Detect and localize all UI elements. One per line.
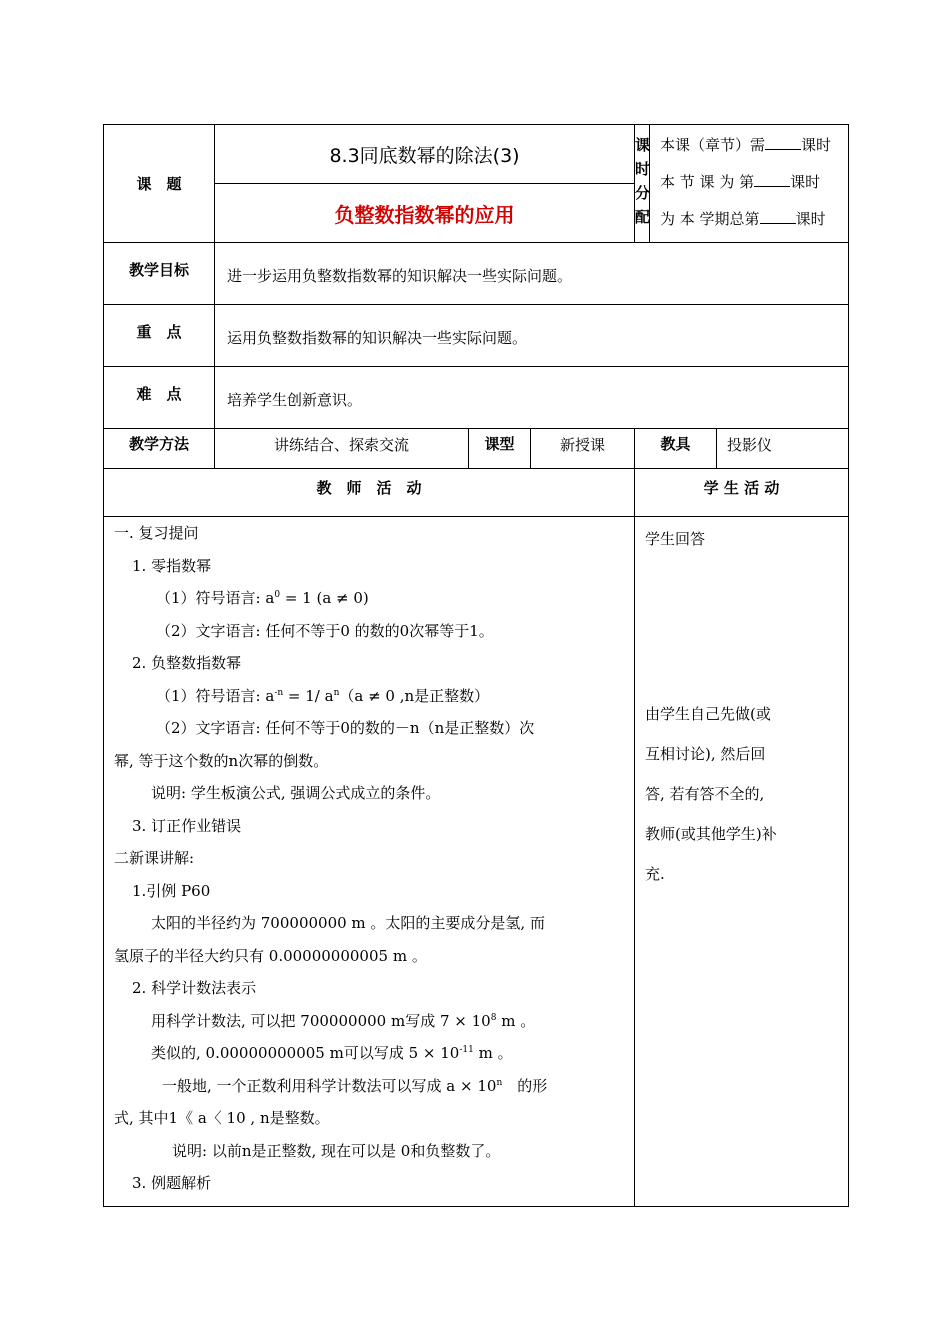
teacher-line: 3. 订正作业错误 xyxy=(132,816,242,835)
difficulty-label: 难 点 xyxy=(104,367,215,429)
student-line: 学生回答 xyxy=(645,530,706,548)
teacher-line: 2. 负整数指数幂 xyxy=(132,654,242,672)
keshi-blank-2[interactable] xyxy=(754,172,790,187)
keshi-blank-1[interactable] xyxy=(765,135,801,150)
lesson-subtitle: 负整数指数幂的应用 xyxy=(334,202,515,227)
method-row xyxy=(104,429,849,469)
teacher-line: 类似的, 0.00000000005 m可以写成 $5 \times 10^{-11}$ m 。 xyxy=(151,1044,513,1062)
teacher-line: 1. 零指数幂 xyxy=(132,556,212,575)
title-cell xyxy=(215,125,635,243)
teaching-aid-value: 投影仪 xyxy=(717,429,849,469)
topic-label: 课 题 xyxy=(104,125,215,243)
student-line: 互相讨论), 然后回 xyxy=(645,745,766,763)
teacher-line: 1.引例 P60 xyxy=(132,881,211,900)
teacher-line: 2. 科学计数法表示 xyxy=(132,979,257,997)
keshi-label: 课 时 分 配 xyxy=(635,125,650,243)
lesson-type-label: 课型 xyxy=(469,429,531,469)
teacher-line: 一. 复习提问 xyxy=(114,524,199,542)
teacher-line: 二新课讲解: xyxy=(114,849,195,867)
key-point-label: 重 点 xyxy=(104,305,215,367)
key-point-row xyxy=(104,305,849,367)
method-label: 教学方法 xyxy=(104,429,215,469)
difficulty-text: 培养学生创新意识。 xyxy=(215,367,849,429)
teacher-line: 式, 其中1《 a〈 10 , n是整数。 xyxy=(114,1109,330,1127)
student-line: 教师(或其他学生)补 xyxy=(645,825,777,843)
teacher-line: 3. 例题解析 xyxy=(132,1174,212,1192)
lesson-plan-table xyxy=(103,124,849,1207)
teacher-line: 氢原子的半径大约只有 0.00000000005 m 。 xyxy=(114,946,427,965)
teacher-line: 说明: 以前n是正整数, 现在可以是 0和负整数了。 xyxy=(172,1141,501,1160)
teacher-line: 太阳的半径约为 700000000 m 。太阳的主要成分是氢, 而 xyxy=(151,914,545,932)
keshi-allocation: 本课（章节）需 课时 本 节 课 为 第 课时 为 本 学期总第 课时 xyxy=(650,125,849,243)
student-line: 由学生自己先做(或 xyxy=(645,705,771,723)
student-line: 充. xyxy=(645,865,665,883)
keshi-blank-3[interactable] xyxy=(760,209,796,224)
activity-header-row xyxy=(104,469,849,517)
key-point-text: 运用负整数指数幂的知识解决一些实际问题。 xyxy=(215,305,849,367)
teacher-activity-header: 教 师 活 动 xyxy=(104,469,635,517)
student-activity-header: 学 生 活 动 xyxy=(635,469,849,517)
lesson-title: 8.3同底数幂的除法(3) xyxy=(215,125,634,184)
difficulty-row xyxy=(104,367,849,429)
teacher-line: （1）符号语言: $a^0 = 1$ (a ≠ 0) xyxy=(156,589,369,607)
goal-row xyxy=(104,243,849,305)
teacher-line: 用科学计数法, 可以把 700000000 m写成 $7 \times 10^8$ m 。 xyxy=(151,1011,536,1030)
teaching-aid-label: 教具 xyxy=(635,429,717,469)
goal-text: 进一步运用负整数指数幂的知识解决一些实际问题。 xyxy=(215,243,849,305)
teacher-line: （2）文字语言: 任何不等于0的数的－n（n是正整数）次 xyxy=(156,719,535,737)
student-line: 答, 若有答不全的, xyxy=(645,785,765,803)
lesson-type-value: 新授课 xyxy=(531,429,635,469)
teacher-activity xyxy=(104,517,635,1207)
method-value: 讲练结合、探索交流 xyxy=(215,429,469,469)
teacher-line: 幂, 等于这个数的n次幂的倒数。 xyxy=(114,751,329,770)
header-row xyxy=(104,125,849,243)
teacher-line: （1）符号语言: $a^{-n} = 1/$ $a^n(a \ne 0$ ,n是正整数） xyxy=(156,686,490,705)
teacher-line: 说明: 学生板演公式, 强调公式成立的条件。 xyxy=(151,784,441,802)
teacher-line: 一般地, 一个正数利用科学计数法可以写成 $a \times 10^n$ 的形 xyxy=(162,1076,548,1095)
teacher-line: （2）文字语言: 任何不等于0 的数的0次幂等于1。 xyxy=(156,621,494,640)
student-activity xyxy=(635,517,849,1207)
activity-body-row xyxy=(104,517,849,1207)
goal-label: 教学目标 xyxy=(104,243,215,305)
